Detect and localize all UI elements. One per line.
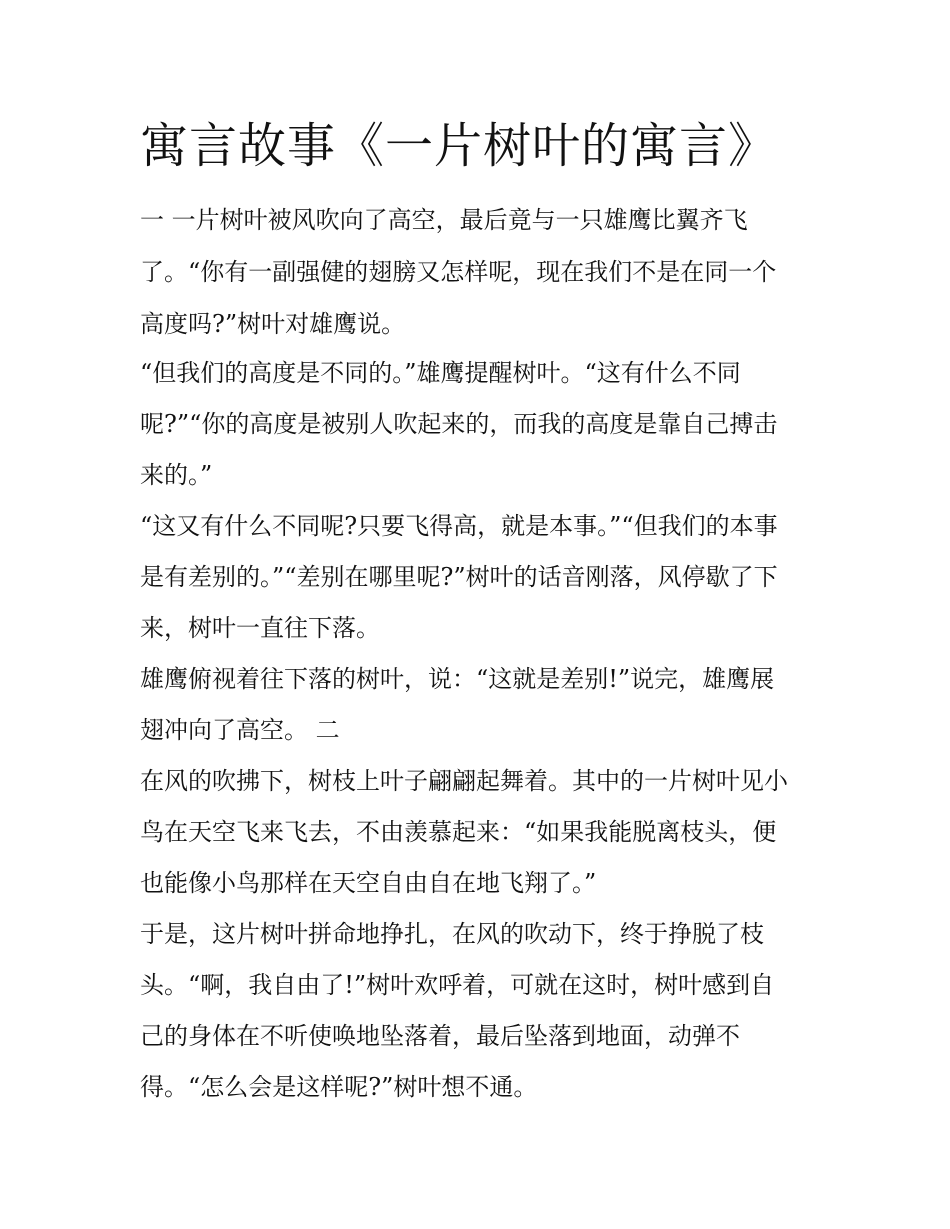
text-line-6: 来的。” [140, 461, 213, 489]
text-line-13: 鸟在天空飞来飞去，不由羡慕起来：“如果我能脱离枝头，便 [140, 818, 777, 846]
text-line-4: “但我们的高度是不同的。”雄鹰提醒树叶。“这有什么不同 [140, 359, 741, 387]
text-line-17: 己的身体在不听使唤地坠落着，最后坠落到地面，动弹不 [140, 1022, 740, 1050]
text-line-11: 翅冲向了高空。 二 [140, 716, 340, 744]
text-line-2: 了。“你有一副强健的翅膀又怎样呢，现在我们不是在同一个 [140, 258, 777, 286]
text-line-15: 于是，这片树叶拼命地挣扎，在风的吹动下，终于挣脱了枝 [140, 920, 764, 948]
text-line-12: 在风的吹拂下，树枝上叶子翩翩起舞着。其中的一片树叶见小 [140, 767, 788, 795]
text-line-9: 来，树叶一直往下落。 [140, 614, 380, 642]
text-line-18: 得。“怎么会是这样呢?”树叶想不通。 [140, 1073, 538, 1101]
text-line-10: 雄鹰俯视着往下落的树叶，说：“这就是差别!”说完，雄鹰展 [140, 665, 775, 693]
text-line-7: “这又有什么不同呢?只要飞得高，就是本事。”“但我们的本事 [140, 512, 778, 540]
text-line-5: 呢?”“你的高度是被别人吹起来的，而我的高度是靠自己搏击 [140, 410, 778, 438]
text-line-3: 高度吗?”树叶对雄鹰说。 [140, 310, 406, 338]
document-title: 寓言故事《一片树叶的寓言》 [140, 118, 778, 174]
text-line-8: 是有差别的。”“差别在哪里呢?”树叶的话音刚落，风停歇了下 [140, 563, 778, 591]
text-line-16: 头。“啊，我自由了!”树叶欢呼着，可就在这时，树叶感到自 [140, 971, 775, 999]
text-line-1: 一 一片树叶被风吹向了高空，最后竟与一只雄鹰比翼齐飞 [140, 206, 748, 234]
text-line-14: 也能像小鸟那样在天空自由自在地飞翔了。” [140, 869, 597, 897]
